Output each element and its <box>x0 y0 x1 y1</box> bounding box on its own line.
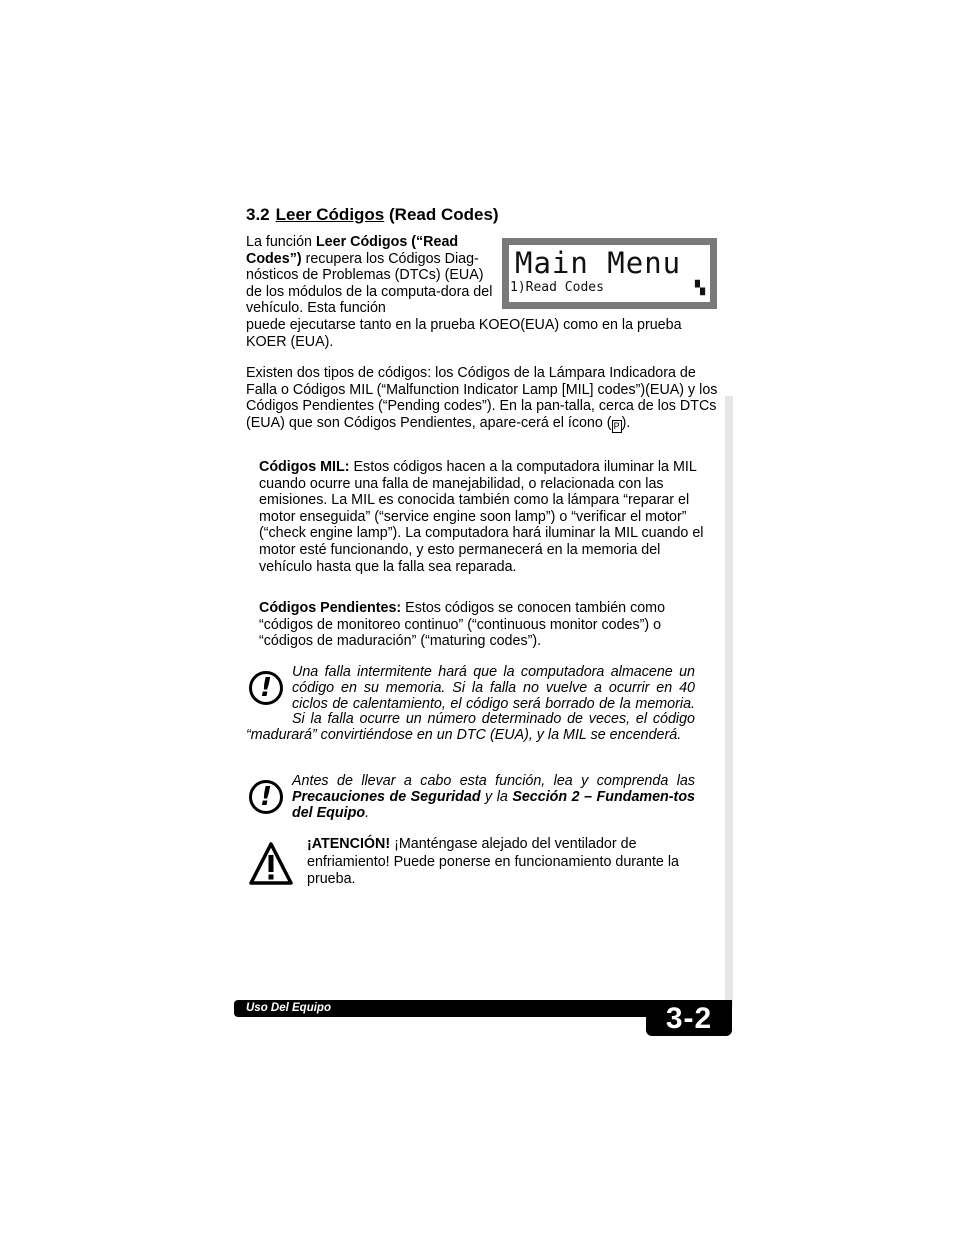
warning-label: ¡ATENCIÓN! <box>307 836 391 852</box>
section-number: 3.2 <box>246 205 270 224</box>
code-types-end: ). <box>621 414 631 431</box>
pending-icon: ▚ <box>695 280 705 295</box>
page-number: 3-2 <box>665 1002 713 1035</box>
exclamation-circle-icon: ! <box>246 665 292 715</box>
side-rule <box>725 396 733 1006</box>
safety-note-bold1: Precauciones de Seguridad <box>292 788 481 805</box>
intro-bold: Leer Códigos (“Read Codes”) <box>246 234 459 267</box>
section-title-underlined: Leer Códigos <box>275 205 385 224</box>
section-title <box>246 205 499 225</box>
pending-label: Códigos Pendientes: <box>259 600 402 616</box>
pending-code-icon: P <box>613 420 620 431</box>
warning-text: ¡Manténgase alejado del ventilador de enfriamiento! Puede ponerse en funcionamiento durante la prueba. <box>307 836 679 888</box>
code-types-text: Existen dos tipos de códigos: los Códigos de la Lámpara Indicadora de Falla o Códigos MIL (“Malfunction Indicator Lamp [MIL] codes”)(EUA) y los Códigos Pendientes (“Pending codes”). En la pan-talla, cerca de los DTCs (EUA) que son Códigos Pendientes, apare-cerá el ícono ( <box>246 365 718 431</box>
safety-note-mid: y la <box>480 788 513 805</box>
warning-triangle-icon <box>248 841 294 887</box>
exclamation-circle-icon: ! <box>246 774 292 824</box>
lcd-title: Main Menu <box>515 246 682 280</box>
safety-note-pre: Antes de llevar a cabo esta función, lea y comprenda las <box>292 773 695 789</box>
safety-note <box>246 774 695 824</box>
lcd-display <box>509 245 710 302</box>
intro-continued: puede ejecutarse tanto en la prueba KOEO(EUA) como en la prueba KOER (EUA). <box>246 316 682 350</box>
safety-note-end: . <box>365 804 370 821</box>
safety-note-bold2: Sección 2 – Fundamen-tos del Equipo <box>292 788 695 821</box>
fan-warning <box>307 836 717 889</box>
lcd-menu-line: 1)Read Codes <box>510 280 604 295</box>
section-title-rest: (Read Codes) <box>389 205 499 224</box>
mil-codes-paragraph <box>259 459 714 575</box>
intro-text: recupera los Códigos Diag-nósticos de Problemas (DTCs) (EUA) de los módulos de la computa-dora del vehículo. Esta función <box>246 250 493 317</box>
intermittent-note <box>246 665 695 744</box>
footer-label: Uso Del Equipo <box>246 1002 331 1014</box>
lcd-screen <box>502 238 717 309</box>
mil-label: Códigos MIL: <box>259 459 350 475</box>
mil-text: Estos códigos hacen a la computadora iluminar la MIL cuando ocurre una falla de manejabilidad, o relacionada con las emisiones. La MIL es conocida también como la lámpara “reparar el motor enseguida” (“service engine soon lamp”) o “verificar el motor” (“check engine lamp”). La computadora hará iluminar la MIL cuando el motor esté funcionando, y esto permanecerá en la memoria del vehículo hasta que la falla sea reparada. <box>259 459 704 575</box>
pending-text: Estos códigos se conocen también como “códigos de monitoreo continuo” (“continuous monitor codes”) o “códigos de maduración” (“maturing codes”). <box>259 600 666 650</box>
code-types-paragraph <box>246 365 718 433</box>
intro-wrapped <box>246 234 498 317</box>
intermittent-note-text: Una falla intermitente hará que la computadora almacene un código en su memoria. Si la falla no vuelve a ocurrir en 40 ciclos de calentamiento, el código será borrado de la memoria. Si la falla ocurre un número determinado de veces, el código “madurará” convirtiéndose en un DTC (EUA), y la MIL se encenderá. <box>246 664 695 744</box>
pending-codes-paragraph <box>259 600 714 650</box>
intro-lead: La función <box>246 234 316 250</box>
